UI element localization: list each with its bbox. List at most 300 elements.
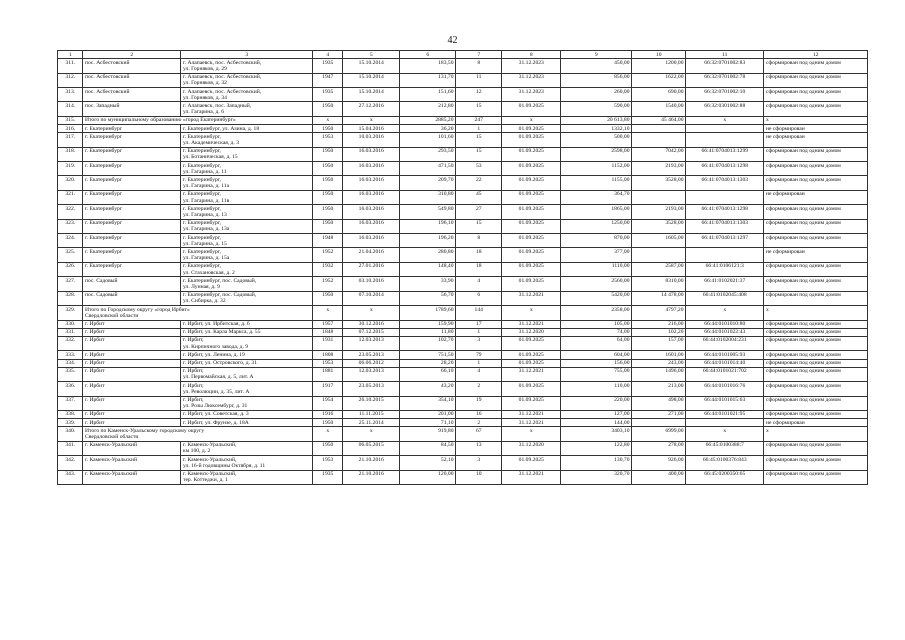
settlement-name: г. Ирбит (83, 367, 181, 381)
recognition-date: 11.11.2015 (343, 410, 400, 418)
living-area: 36,20 (400, 125, 456, 133)
resettlement-deadline: x (502, 306, 561, 320)
residents-count: 1 (456, 328, 502, 336)
cadastral-cost: 1155,00 (561, 176, 632, 190)
settlement-name: пос. Асбестовский (83, 59, 181, 73)
subtotal-row (58, 116, 868, 124)
settlement-name: г. Ирбит (83, 351, 181, 359)
recognition-date: 06.05.2015 (343, 441, 400, 455)
address (181, 125, 313, 133)
build-year: 1950 (313, 441, 343, 455)
address (181, 396, 313, 410)
resettlement-deadline: 01.09.2025 (502, 382, 561, 396)
settlement-name: г. Екатеринбург (83, 219, 181, 233)
address (181, 248, 313, 262)
cadastral-cost: 130,70 (561, 456, 632, 470)
table-row (58, 176, 868, 190)
address-line: г. Алапаевск, пос. Западный, (183, 102, 252, 109)
residents-count: 1 (456, 359, 502, 367)
land-area: 2193,00 (632, 162, 686, 176)
address-line: г. Екатеринбург, (183, 133, 221, 140)
cadastral-number: x (686, 427, 764, 441)
address-line: г. Каменск-Уральский, (183, 471, 237, 478)
build-year: 1948 (313, 234, 343, 248)
table-row (58, 351, 868, 359)
cadastral-cost: 2598,00 (561, 147, 632, 161)
residents-count: 19 (456, 396, 502, 410)
build-year: 1950 (313, 125, 343, 133)
living-area: 354,10 (400, 396, 456, 410)
table-row (58, 147, 868, 161)
cadastral-cost: 320,70 (561, 470, 632, 484)
address (181, 147, 313, 161)
resettlement-deadline: 31.12.2021 (502, 367, 561, 381)
land-plot-status: сформирован под одним домом (764, 441, 868, 455)
land-area: 1601,00 (632, 351, 686, 359)
row-number: 332. (58, 336, 83, 350)
residents-count: 53 (456, 162, 502, 176)
land-area: 2193,00 (632, 205, 686, 219)
resettlement-deadline: 01.09.2025 (502, 176, 561, 190)
table-row (58, 456, 868, 470)
recognition-date: 15.10.2014 (343, 59, 400, 73)
page-number: 42 (447, 35, 458, 46)
cadastral-number: x (686, 306, 764, 320)
residents-count: 18 (456, 262, 502, 276)
resettlement-deadline: 31.12.2023 (502, 59, 561, 73)
settlement-name: пос. Садовый (83, 277, 181, 291)
address-line: г. Екатеринбург, (183, 191, 221, 198)
land-area: 400,00 (632, 470, 686, 484)
settlement-name: г. Ирбит (83, 328, 181, 336)
row-number: 339. (58, 419, 83, 427)
cadastral-number: 66:45:0200350:65 (686, 470, 764, 484)
address-line: г. Ирбит, ул. Ленина, д. 19 (183, 351, 245, 358)
build-year: 1950 (313, 102, 343, 116)
table-row (58, 205, 868, 219)
recognition-date: 27.01.2016 (343, 262, 400, 276)
cadastral-number: 66:45:0100376:843 (686, 456, 764, 470)
address-line: ул. Розы Люксембург, д. 31 (183, 403, 248, 410)
build-year: 1848 (313, 328, 343, 336)
recognition-date: 21.04.2016 (343, 248, 400, 262)
address-line: г. Екатеринбург, (183, 263, 221, 270)
resettlement-deadline: 31.12.2023 (502, 73, 561, 87)
address-line: ул. Академическая, д. 3 (183, 139, 240, 146)
row-number: 329. (58, 306, 83, 320)
resettlement-deadline: 31.12.2021 (502, 419, 561, 427)
address-line: ул. Горняков, д. 32 (183, 80, 227, 87)
cadastral-cost: 1865,00 (561, 205, 632, 219)
land-area: 278,00 (632, 441, 686, 455)
living-area: 66,10 (400, 367, 456, 381)
address-line: г. Ирбит, (183, 337, 204, 344)
row-number: 337. (58, 396, 83, 410)
residents-count: 2 (456, 419, 502, 427)
address-line: ул. Горняков, д. 29 (183, 65, 227, 72)
settlement-name: г. Ирбит (83, 336, 181, 350)
address-line: г. Ирбит, (183, 368, 204, 375)
row-number: 327. (58, 277, 83, 291)
settlement-name: г. Ирбит (83, 419, 181, 427)
residents-count: 8 (456, 59, 502, 73)
land-area (632, 190, 686, 204)
address-line: км 100, д. 2 (183, 448, 211, 455)
row-number: 316. (58, 125, 83, 133)
recognition-date: 21.10.2016 (343, 456, 400, 470)
residents-count: 15 (456, 102, 502, 116)
row-number: 343. (58, 470, 83, 484)
build-year: 1808 (313, 351, 343, 359)
resettlement-deadline: 01.09.2025 (502, 351, 561, 359)
cadastral-cost: 122,80 (561, 441, 632, 455)
resettlement-deadline: 31.12.2021 (502, 470, 561, 484)
land-plot-status: x (764, 306, 868, 320)
resettlement-deadline: 31.12.2020 (502, 441, 561, 455)
land-plot-status: сформирован под одним домом (764, 262, 868, 276)
living-area: 919,80 (400, 427, 456, 441)
column-number: 1 (58, 51, 83, 59)
living-area: 310,80 (400, 190, 456, 204)
living-area: 43,20 (400, 382, 456, 396)
row-number: 334. (58, 359, 83, 367)
row-number: 336. (58, 382, 83, 396)
address-line: ул. Гагарина, д. 11в (183, 197, 230, 204)
address-line: г. Ирбит, ул. Советская, д. 3 (183, 411, 249, 418)
residents-count: 27 (456, 205, 502, 219)
resettlement-deadline: 31.12.2023 (502, 88, 561, 102)
living-area: 159,90 (400, 320, 456, 328)
cadastral-number: 66:32:0701002:10 (686, 88, 764, 102)
address-line: г. Ирбит, (183, 397, 204, 404)
subtotal-label (83, 306, 313, 320)
table-row (58, 73, 868, 87)
build-year: 1950 (313, 219, 343, 233)
cadastral-cost: 870,00 (561, 234, 632, 248)
residents-count: 247 (456, 116, 502, 124)
address-line: ул. Гагарина, д. 11а (183, 183, 230, 190)
row-number: 338. (58, 410, 83, 418)
resettlement-deadline: 01.09.2025 (502, 336, 561, 350)
build-year: 1947 (313, 73, 343, 87)
row-number: 340. (58, 427, 83, 441)
cadastral-cost: 590,00 (561, 102, 632, 116)
residents-count: 6 (456, 291, 502, 305)
column-number: 9 (561, 51, 632, 59)
recognition-date: 16.03.2016 (343, 162, 400, 176)
table-row (58, 320, 868, 328)
cadastral-number: 66:32:0701002:78 (686, 73, 764, 87)
column-number: 6 (400, 51, 456, 59)
table-row (58, 328, 868, 336)
resettlement-deadline: 01.09.2025 (502, 219, 561, 233)
address-line: г. Ирбит, (183, 382, 204, 389)
build-year: x (313, 116, 343, 124)
cadastral-number: 66:41:0704013:1298 (686, 205, 764, 219)
cadastral-number: 66:44:0102004:231 (686, 336, 764, 350)
residents-count: 45 (456, 190, 502, 204)
cadastral-number: 66:44:0101021:702 (686, 367, 764, 381)
cadastral-number: 66:44:0101015:63 (686, 396, 764, 410)
land-area: 213,00 (632, 382, 686, 396)
subtotal-label-line: Итого по Городскому округу «город Ирбит» (85, 306, 190, 313)
recognition-date: 26.10.2015 (343, 396, 400, 410)
address-line: ул. Гагарина, д. 6 (183, 109, 224, 116)
land-plot-status: x (764, 427, 868, 441)
residents-count: 144 (456, 306, 502, 320)
resettlement-deadline: 01.09.2025 (502, 248, 561, 262)
column-number: 8 (502, 51, 561, 59)
cadastral-number (686, 248, 764, 262)
settlement-name: пос. Садовый (83, 291, 181, 305)
cadastral-number (686, 125, 764, 133)
residents-count: 15 (456, 147, 502, 161)
resettlement-deadline: x (502, 427, 561, 441)
build-year: 1957 (313, 320, 343, 328)
address (181, 133, 313, 147)
recognition-date: 27.12.2016 (343, 102, 400, 116)
row-number: 323. (58, 219, 83, 233)
residents-count: 22 (456, 176, 502, 190)
table-row (58, 367, 868, 381)
resettlement-deadline: 31.12.2021 (502, 320, 561, 328)
cadastral-number: 66:44:0101014:40 (686, 359, 764, 367)
cadastral-number: 66:41:0704013:1303 (686, 219, 764, 233)
resettlement-deadline: 01.09.2025 (502, 205, 561, 219)
address-line: ул. Гагарина, д. 11 (183, 168, 227, 175)
cadastral-cost: 755,00 (561, 367, 632, 381)
cadastral-cost: 127,00 (561, 410, 632, 418)
resettlement-deadline: 01.09.2025 (502, 456, 561, 470)
residents-count: 13 (456, 441, 502, 455)
recognition-date: 03.10.2016 (343, 277, 400, 291)
recognition-date: 16.03.2016 (343, 147, 400, 161)
resettlement-deadline: 01.09.2025 (502, 396, 561, 410)
build-year: 1931 (313, 336, 343, 350)
cadastral-cost: 2358,00 (561, 306, 632, 320)
address-line: ул. Горняков, д. 34 (183, 94, 227, 101)
cadastral-cost: 604,00 (561, 351, 632, 359)
address (181, 102, 313, 116)
address-line: г. Ирбит, ул. Островского, д. 31 (183, 360, 258, 367)
column-number: 3 (181, 51, 313, 59)
subtotal-label (83, 427, 313, 441)
table-row (58, 470, 868, 484)
living-area: 56,70 (400, 291, 456, 305)
land-area: 4797,20 (632, 306, 686, 320)
land-plot-status: сформирован под одним домом (764, 382, 868, 396)
land-area: 1496,00 (632, 367, 686, 381)
row-number: 313. (58, 88, 83, 102)
land-area: 1622,00 (632, 73, 686, 87)
land-area: 926,00 (632, 456, 686, 470)
living-area: 84,50 (400, 441, 456, 455)
address-line: г. Каменск-Уральский, (183, 456, 237, 463)
address-line: г. Екатеринбург, ул. Азина, д. 18 (183, 125, 260, 132)
address (181, 205, 313, 219)
land-plot-status: не сформирован (764, 133, 868, 147)
cadastral-number: 66:44:0101021:95 (686, 410, 764, 418)
recognition-date: 15.04.2016 (343, 125, 400, 133)
recognition-date: 07.10.2014 (343, 291, 400, 305)
row-number: 312. (58, 73, 83, 87)
build-year: 1953 (313, 133, 343, 147)
residents-count: 17 (456, 320, 502, 328)
settlement-name: г. Каменск-Уральский (83, 456, 181, 470)
settlement-name: г. Екатеринбург (83, 234, 181, 248)
cadastral-number: x (686, 116, 764, 124)
address-line: г. Екатеринбург, (183, 248, 221, 255)
row-number: 341. (58, 441, 83, 455)
residents-count: 67 (456, 427, 502, 441)
row-number: 324. (58, 234, 83, 248)
cadastral-cost: 64,00 (561, 336, 632, 350)
address-line: г. Алапаевск, пос. Асбестовский, (183, 74, 262, 81)
recognition-date: 10.03.2016 (343, 133, 400, 147)
cadastral-cost: 110,00 (561, 382, 632, 396)
land-plot-status: не сформирован (764, 248, 868, 262)
living-area: 293,50 (400, 147, 456, 161)
residents-count: 15 (456, 133, 502, 147)
land-plot-status: сформирован под одним домом (764, 367, 868, 381)
recognition-date: 16.03.2016 (343, 234, 400, 248)
land-area: 690,00 (632, 88, 686, 102)
land-area: 8310,00 (632, 277, 686, 291)
address (181, 73, 313, 87)
row-number: 330. (58, 320, 83, 328)
address (181, 320, 313, 328)
cadastral-number (686, 419, 764, 427)
living-area: 196,10 (400, 219, 456, 233)
cadastral-cost: 5420,00 (561, 291, 632, 305)
land-area: 271,00 (632, 410, 686, 418)
land-plot-status: сформирован под одним домом (764, 176, 868, 190)
settlement-name: г. Ирбит (83, 382, 181, 396)
build-year: 1935 (313, 59, 343, 73)
land-plot-status: сформирован под одним домом (764, 328, 868, 336)
land-plot-status: сформирован под одним домом (764, 291, 868, 305)
address-line: г. Алапаевск, пос. Асбестовский, (183, 59, 262, 66)
recognition-date: 15.10.2014 (343, 73, 400, 87)
address (181, 351, 313, 359)
table-row (58, 162, 868, 176)
resettlement-deadline: 01.09.2025 (502, 147, 561, 161)
land-area (632, 125, 686, 133)
land-plot-status: не сформирован (764, 125, 868, 133)
living-area: 1789,60 (400, 306, 456, 320)
cadastral-cost: 144,00 (561, 419, 632, 427)
address-line: ул. Гагарина, д. 13 (183, 211, 227, 218)
subtotal-row (58, 306, 868, 320)
living-area: 549,80 (400, 205, 456, 219)
cadastral-cost: 156,00 (561, 359, 632, 367)
living-area: 209,70 (400, 176, 456, 190)
table-row (58, 396, 868, 410)
address (181, 419, 313, 427)
address (181, 291, 313, 305)
address (181, 382, 313, 396)
column-number: 10 (632, 51, 686, 59)
address-line: ул. Ботаническая, д. 15 (183, 154, 238, 161)
land-plot-status: сформирован под одним домом (764, 336, 868, 350)
living-area: 471,50 (400, 162, 456, 176)
land-area (632, 133, 686, 147)
build-year: 1953 (313, 359, 343, 367)
address (181, 162, 313, 176)
settlement-name: г. Каменск-Уральский (83, 441, 181, 455)
living-area: 196,20 (400, 234, 456, 248)
address (181, 176, 313, 190)
table-row (58, 59, 868, 73)
address (181, 88, 313, 102)
cadastral-cost: 74,00 (561, 328, 632, 336)
cadastral-number (686, 133, 764, 147)
address (181, 456, 313, 470)
recognition-date: 23.05.2013 (343, 351, 400, 359)
table-row (58, 125, 868, 133)
cadastral-number: 66:44:0101016:76 (686, 382, 764, 396)
subtotal-row (58, 427, 868, 441)
settlement-name: г. Екатеринбург (83, 162, 181, 176)
cadastral-number: 66:41:0704013:1303 (686, 176, 764, 190)
residents-count: 4 (456, 277, 502, 291)
cadastral-number (686, 190, 764, 204)
settlement-name: г. Ирбит (83, 359, 181, 367)
land-area: 157,00 (632, 336, 686, 350)
subtotal-label-line: Свердловской области (85, 434, 139, 441)
recognition-date: 21.10.2016 (343, 470, 400, 484)
address (181, 336, 313, 350)
address-line: г. Каменск-Уральский, (183, 442, 237, 449)
cadastral-number: 66:44:0101010:80 (686, 320, 764, 328)
land-plot-status: сформирован под одним домом (764, 351, 868, 359)
cadastral-number: 66:41:0106121:3 (686, 262, 764, 276)
column-number-row (58, 51, 868, 59)
address-line: ул. Кирпичного завода, д. 9 (183, 343, 249, 350)
settlement-name: г. Ирбит (83, 410, 181, 418)
settlement-name: г. Екатеринбург (83, 147, 181, 161)
living-area: 148,40 (400, 262, 456, 276)
land-plot-status: сформирован под одним домом (764, 234, 868, 248)
resettlement-deadline: 01.09.2025 (502, 133, 561, 147)
row-number: 319. (58, 162, 83, 176)
address-line: ул. Гагарина, д. 13а (183, 226, 230, 233)
build-year: 1954 (313, 396, 343, 410)
cadastral-number: 66:41:0704013:1299 (686, 147, 764, 161)
living-area: 201,00 (400, 410, 456, 418)
recognition-date: 16.03.2016 (343, 205, 400, 219)
land-plot-status: не сформирован (764, 190, 868, 204)
residents-count: 2 (456, 382, 502, 396)
land-plot-status: сформирован под одним домом (764, 162, 868, 176)
address-line: ул. Гагарина, д. 15 (183, 240, 227, 247)
address-line: г. Екатеринбург, (183, 234, 221, 241)
address (181, 367, 313, 381)
build-year: 1950 (313, 205, 343, 219)
recognition-date: 12.03.2013 (343, 367, 400, 381)
cadastral-number: 66:45:0100388:7 (686, 441, 764, 455)
address-line: г. Екатеринбург, (183, 220, 221, 227)
recognition-date: 07.12.2015 (343, 328, 400, 336)
address (181, 219, 313, 233)
land-plot-status: сформирован под одним домом (764, 456, 868, 470)
land-area: 1605,00 (632, 234, 686, 248)
living-area: 52,10 (400, 456, 456, 470)
table-row (58, 291, 868, 305)
address-line: ул. Стахановская, д. 2 (183, 269, 235, 276)
address (181, 410, 313, 418)
row-number: 311. (58, 59, 83, 73)
